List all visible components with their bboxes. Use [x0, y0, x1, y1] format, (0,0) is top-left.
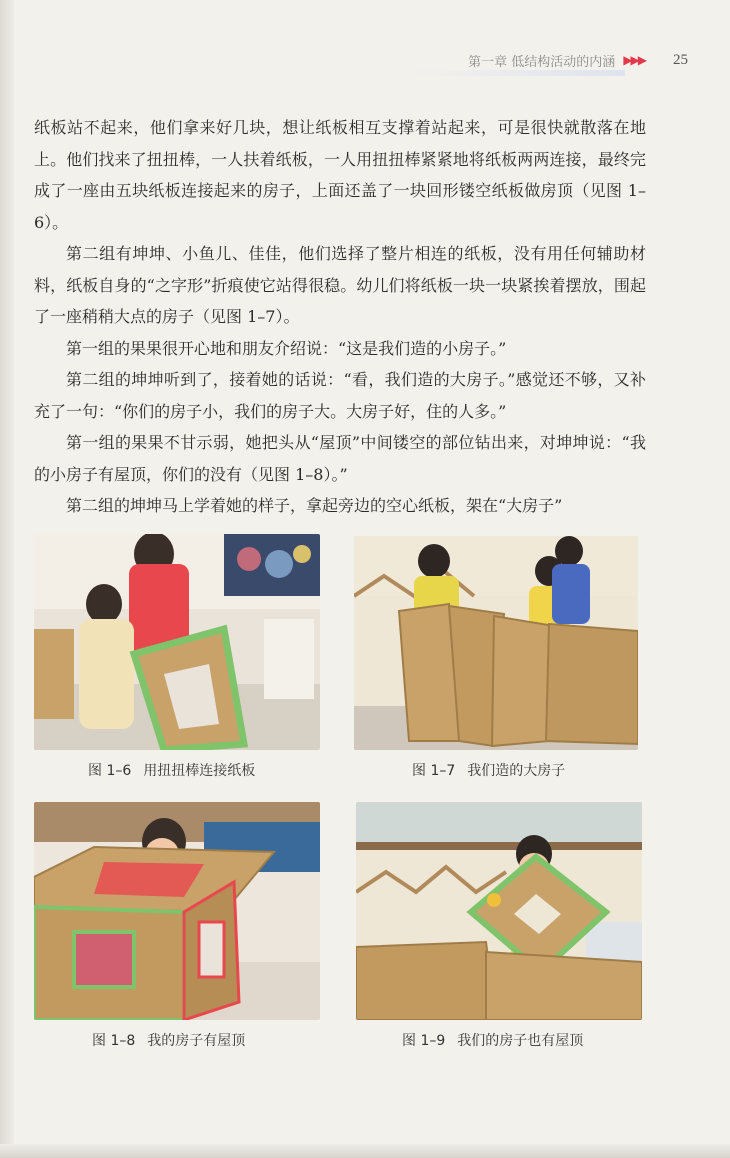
running-header	[440, 48, 688, 72]
paragraph-6: 第二组的坤坤马上学着她的样子，拿起旁边的空心纸板，架在“大房子”	[66, 496, 563, 515]
figure-number: 图 1–8	[92, 1033, 136, 1049]
caption-figure-1-6	[88, 760, 255, 780]
photo-figure-1-6	[34, 534, 320, 750]
page-bottom-edge	[0, 1144, 730, 1158]
caption-figure-1-8	[92, 1030, 245, 1050]
paragraph-3: 第一组的果果很开心地和朋友介绍说：“这是我们造的小房子。”	[66, 338, 507, 358]
caption-figure-1-7	[412, 760, 565, 780]
chapter-title: 第一章 低结构活动的内涵	[468, 54, 616, 70]
paragraph-4: 第二组的坤坤听到了，接着她的话说：“看，我们造的大房子。”感觉还不够，又补充了一句：“你们的房子小，我们的房子大。大房子好，住的人多。”	[34, 370, 646, 421]
arrow-icon: ▶▶▶	[623, 53, 645, 67]
photo-figure-1-7	[354, 536, 638, 750]
figure-caption: 我们的房子也有屋顶	[457, 1033, 584, 1049]
figure-number: 图 1–6	[88, 763, 132, 779]
photo-figure-1-8	[34, 802, 320, 1020]
page-spine-shadow	[0, 0, 14, 1158]
paragraph-2: 第二组有坤坤、小鱼儿、佳佳，他们选择了整片相连的纸板，没有用任何辅助材料，纸板自身的“之字形”折痕使它站得很稳。幼儿们将纸板一块一块紧挨着摆放，围起了一座稍稍大点的房子（见图 1–7）。	[34, 244, 646, 326]
photo-figure-1-9	[356, 802, 642, 1020]
figure-number: 图 1–7	[412, 763, 456, 779]
figure-caption: 用扭扭棒连接纸板	[143, 763, 256, 779]
figure-caption: 我的房子有屋顶	[147, 1033, 246, 1049]
caption-figure-1-9	[402, 1030, 583, 1050]
figure-number: 图 1–9	[402, 1033, 446, 1049]
page-number: 25	[673, 51, 688, 68]
paragraph-5: 第一组的果果不甘示弱，她把头从“屋顶”中间镂空的部位钻出来，对坤坤说：“我的小房子有屋顶，你们的没有（见图 1–8）。”	[34, 433, 646, 484]
body-text	[34, 112, 646, 522]
paragraph-1: 纸板站不起来，他们拿来好几块，想让纸板相互支撑着站起来，可是很快就散落在地上。他们找来了扭扭棒，一人扶着纸板，一人用扭扭棒紧紧地将纸板两两连接，最终完成了一座由五块纸板连接起来的房子，上面还盖了一块回形镂空纸板做房顶（见图 1–6）。	[34, 118, 646, 232]
figure-caption: 我们造的大房子	[467, 763, 566, 779]
